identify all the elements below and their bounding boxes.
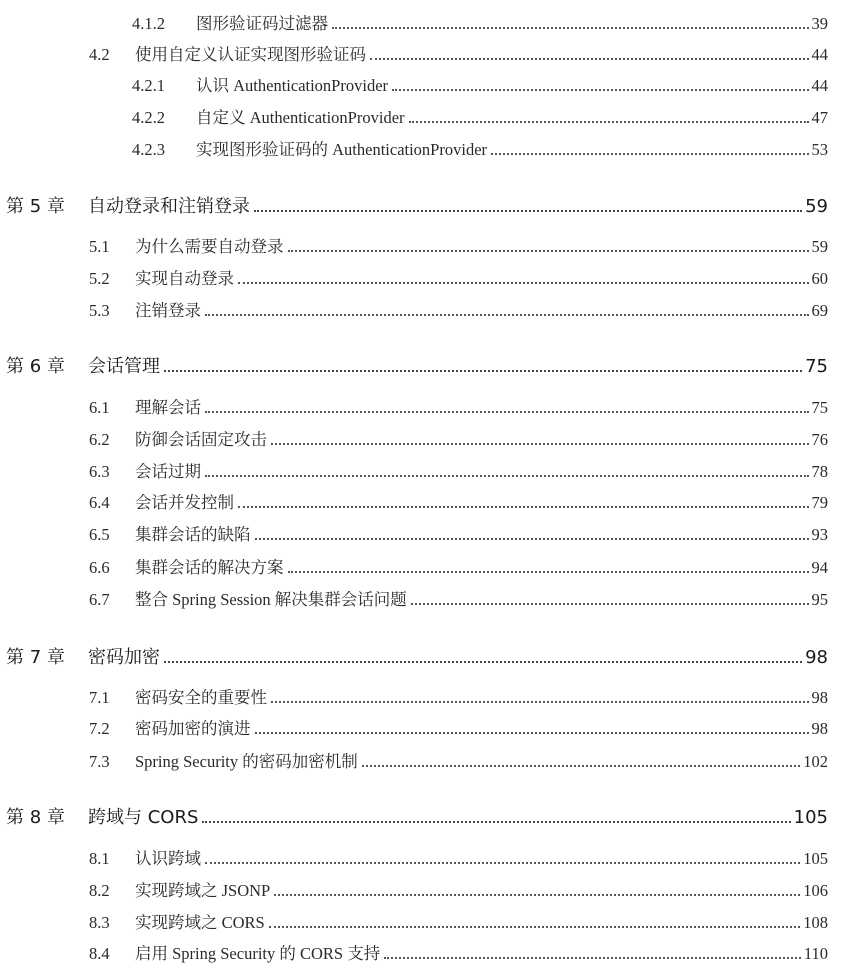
toc-entry-title: 实现跨域之 JSONP xyxy=(135,881,271,900)
toc-section-entry[interactable] xyxy=(89,458,828,482)
dot-leader xyxy=(409,121,809,123)
dot-leader xyxy=(274,894,800,896)
dot-leader xyxy=(384,957,801,959)
toc-entry-title: 实现跨域之 CORS xyxy=(135,913,265,932)
toc-entry-number: 8.2 xyxy=(89,881,110,900)
toc-entry-number: 6.6 xyxy=(89,558,110,577)
dot-leader xyxy=(238,506,809,508)
toc-entry-number: 6.5 xyxy=(89,525,110,544)
toc-section-entry[interactable] xyxy=(89,715,828,739)
toc-entry-page-number: 60 xyxy=(811,269,828,288)
dot-leader xyxy=(411,603,809,605)
toc-section-entry[interactable] xyxy=(89,684,828,708)
dot-leader xyxy=(491,153,808,155)
toc-entry-page-number: 105 xyxy=(803,849,828,868)
toc-entry-title: 集群会话的解决方案 xyxy=(135,558,284,577)
toc-entry-title: 会话管理 xyxy=(88,356,160,377)
toc-entry-page-number: 39 xyxy=(811,14,828,33)
toc-entry-title: 为什么需要自动登录 xyxy=(135,237,284,256)
toc-entry-page-number: 98 xyxy=(811,688,828,707)
dot-leader xyxy=(370,58,809,60)
toc-section-entry[interactable] xyxy=(132,136,828,160)
dot-leader xyxy=(205,411,809,413)
toc-entry-page-number: 79 xyxy=(811,493,828,512)
dot-leader xyxy=(392,89,808,91)
toc-section-entry[interactable] xyxy=(89,394,828,418)
toc-entry-number: 7.2 xyxy=(89,719,110,738)
toc-entry-page-number: 44 xyxy=(811,76,828,95)
toc-chapter-entry[interactable] xyxy=(6,643,828,669)
dot-leader xyxy=(288,571,809,573)
toc-section-entry[interactable] xyxy=(89,426,828,450)
toc-entry-page-number: 59 xyxy=(811,237,828,256)
toc-entry-page-number: 59 xyxy=(805,196,828,217)
toc-entry-title: 集群会话的缺陷 xyxy=(135,525,251,544)
toc-entry-number: 6.2 xyxy=(89,430,110,449)
toc-entry-number: 第 6 章 xyxy=(6,356,65,377)
dot-leader xyxy=(238,282,809,284)
dot-leader xyxy=(202,821,790,823)
toc-entry-number: 8.4 xyxy=(89,944,110,963)
toc-entry-title: 启用 Spring Security 的 CORS 支持 xyxy=(135,944,381,963)
toc-entry-title: 使用自定义认证实现图形验证码 xyxy=(135,45,366,64)
toc-entry-title: 防御会话固定攻击 xyxy=(135,430,267,449)
toc-entry-number: 5.2 xyxy=(89,269,110,288)
toc-entry-page-number: 105 xyxy=(793,807,828,828)
toc-entry-title: 密码安全的重要性 xyxy=(135,688,267,707)
dot-leader xyxy=(271,443,809,445)
toc-entry-page-number: 76 xyxy=(811,430,828,449)
toc-section-entry[interactable] xyxy=(132,10,828,34)
toc-entry-title: 图形验证码过滤器 xyxy=(196,14,328,33)
toc-section-entry[interactable] xyxy=(89,233,828,257)
toc-chapter-entry[interactable] xyxy=(6,192,828,218)
dot-leader xyxy=(269,926,801,928)
toc-entry-title: 认识跨域 xyxy=(135,849,201,868)
toc-entry-number: 6.1 xyxy=(89,398,110,417)
toc-entry-title: 会话并发控制 xyxy=(135,493,234,512)
toc-entry-page-number: 69 xyxy=(811,301,828,320)
dot-leader xyxy=(164,661,802,663)
toc-entry-title: Spring Security 的密码加密机制 xyxy=(135,752,358,771)
toc-entry-title: 自动登录和注销登录 xyxy=(88,196,250,217)
toc-entry-number: 4.2.3 xyxy=(132,140,165,159)
toc-entry-number: 4.2.2 xyxy=(132,108,165,127)
toc-entry-number: 5.3 xyxy=(89,301,110,320)
toc-section-entry[interactable] xyxy=(132,104,828,128)
toc-section-entry[interactable] xyxy=(132,72,828,96)
toc-entry-page-number: 108 xyxy=(803,913,828,932)
dot-leader xyxy=(255,538,809,540)
toc-entry-number: 6.3 xyxy=(89,462,110,481)
toc-section-entry[interactable] xyxy=(89,748,828,772)
toc-entry-title: 会话过期 xyxy=(135,462,201,481)
toc-entry-number: 7.3 xyxy=(89,752,110,771)
toc-entry-title: 理解会话 xyxy=(135,398,201,417)
toc-entry-title: 密码加密 xyxy=(88,647,160,668)
toc-entry-number: 7.1 xyxy=(89,688,110,707)
toc-entry-number: 8.1 xyxy=(89,849,110,868)
toc-section-entry[interactable] xyxy=(89,554,828,578)
toc-section-entry[interactable] xyxy=(89,489,828,513)
toc-entry-page-number: 102 xyxy=(803,752,828,771)
toc-entry-number: 第 7 章 xyxy=(6,647,65,668)
toc-entry-title: 跨域与 CORS xyxy=(88,807,199,828)
toc-section-entry[interactable] xyxy=(89,845,828,869)
toc-entry-number: 第 5 章 xyxy=(6,196,65,217)
toc-entry-title: 实现图形验证码的 AuthenticationProvider xyxy=(196,140,488,159)
toc-entry-page-number: 93 xyxy=(811,525,828,544)
toc-entry-page-number: 75 xyxy=(811,398,828,417)
toc-entry-page-number: 75 xyxy=(805,356,828,377)
dot-leader xyxy=(288,250,809,252)
toc-section-entry[interactable] xyxy=(89,586,828,610)
toc-section-entry[interactable] xyxy=(89,877,828,901)
toc-entry-number: 4.1.2 xyxy=(132,14,165,33)
dot-leader xyxy=(205,314,809,316)
toc-entry-title: 自定义 AuthenticationProvider xyxy=(196,108,405,127)
toc-entry-page-number: 47 xyxy=(811,108,828,127)
toc-section-entry[interactable] xyxy=(89,41,828,65)
dot-leader xyxy=(255,732,809,734)
toc-section-entry[interactable] xyxy=(89,909,828,933)
toc-entry-page-number: 106 xyxy=(803,881,828,900)
toc-entry-title: 密码加密的演进 xyxy=(135,719,251,738)
toc-chapter-entry[interactable] xyxy=(6,803,828,829)
toc-section-entry[interactable] xyxy=(89,297,828,321)
toc-chapter-entry[interactable] xyxy=(6,352,828,378)
dot-leader xyxy=(332,27,809,29)
toc-entry-page-number: 95 xyxy=(811,590,828,609)
toc-section-entry[interactable] xyxy=(89,265,828,289)
toc-entry-page-number: 44 xyxy=(811,45,828,64)
toc-entry-number: 8.3 xyxy=(89,913,110,932)
toc-entry-number: 6.4 xyxy=(89,493,110,512)
toc-entry-page-number: 78 xyxy=(811,462,828,481)
toc-entry-title: 整合 Spring Session 解决集群会话问题 xyxy=(135,590,407,609)
dot-leader xyxy=(271,701,809,703)
toc-entry-title: 注销登录 xyxy=(135,301,201,320)
dot-leader xyxy=(254,210,802,212)
toc-entry-number: 6.7 xyxy=(89,590,110,609)
dot-leader xyxy=(362,765,801,767)
toc-entry-number: 5.1 xyxy=(89,237,110,256)
toc-entry-page-number: 98 xyxy=(805,647,828,668)
toc-entry-page-number: 53 xyxy=(811,140,828,159)
toc-section-entry[interactable] xyxy=(89,940,828,964)
toc-entry-page-number: 94 xyxy=(811,558,828,577)
toc-entry-title: 认识 AuthenticationProvider xyxy=(196,76,389,95)
toc-entry-page-number: 110 xyxy=(803,944,828,963)
dot-leader xyxy=(164,370,802,372)
toc-section-entry[interactable] xyxy=(89,521,828,545)
toc-entry-title: 实现自动登录 xyxy=(135,269,234,288)
toc-entry-number: 第 8 章 xyxy=(6,807,65,828)
toc-entry-page-number: 98 xyxy=(811,719,828,738)
dot-leader xyxy=(205,862,800,864)
toc-entry-number: 4.2 xyxy=(89,45,110,64)
dot-leader xyxy=(205,475,809,477)
toc-entry-number: 4.2.1 xyxy=(132,76,165,95)
